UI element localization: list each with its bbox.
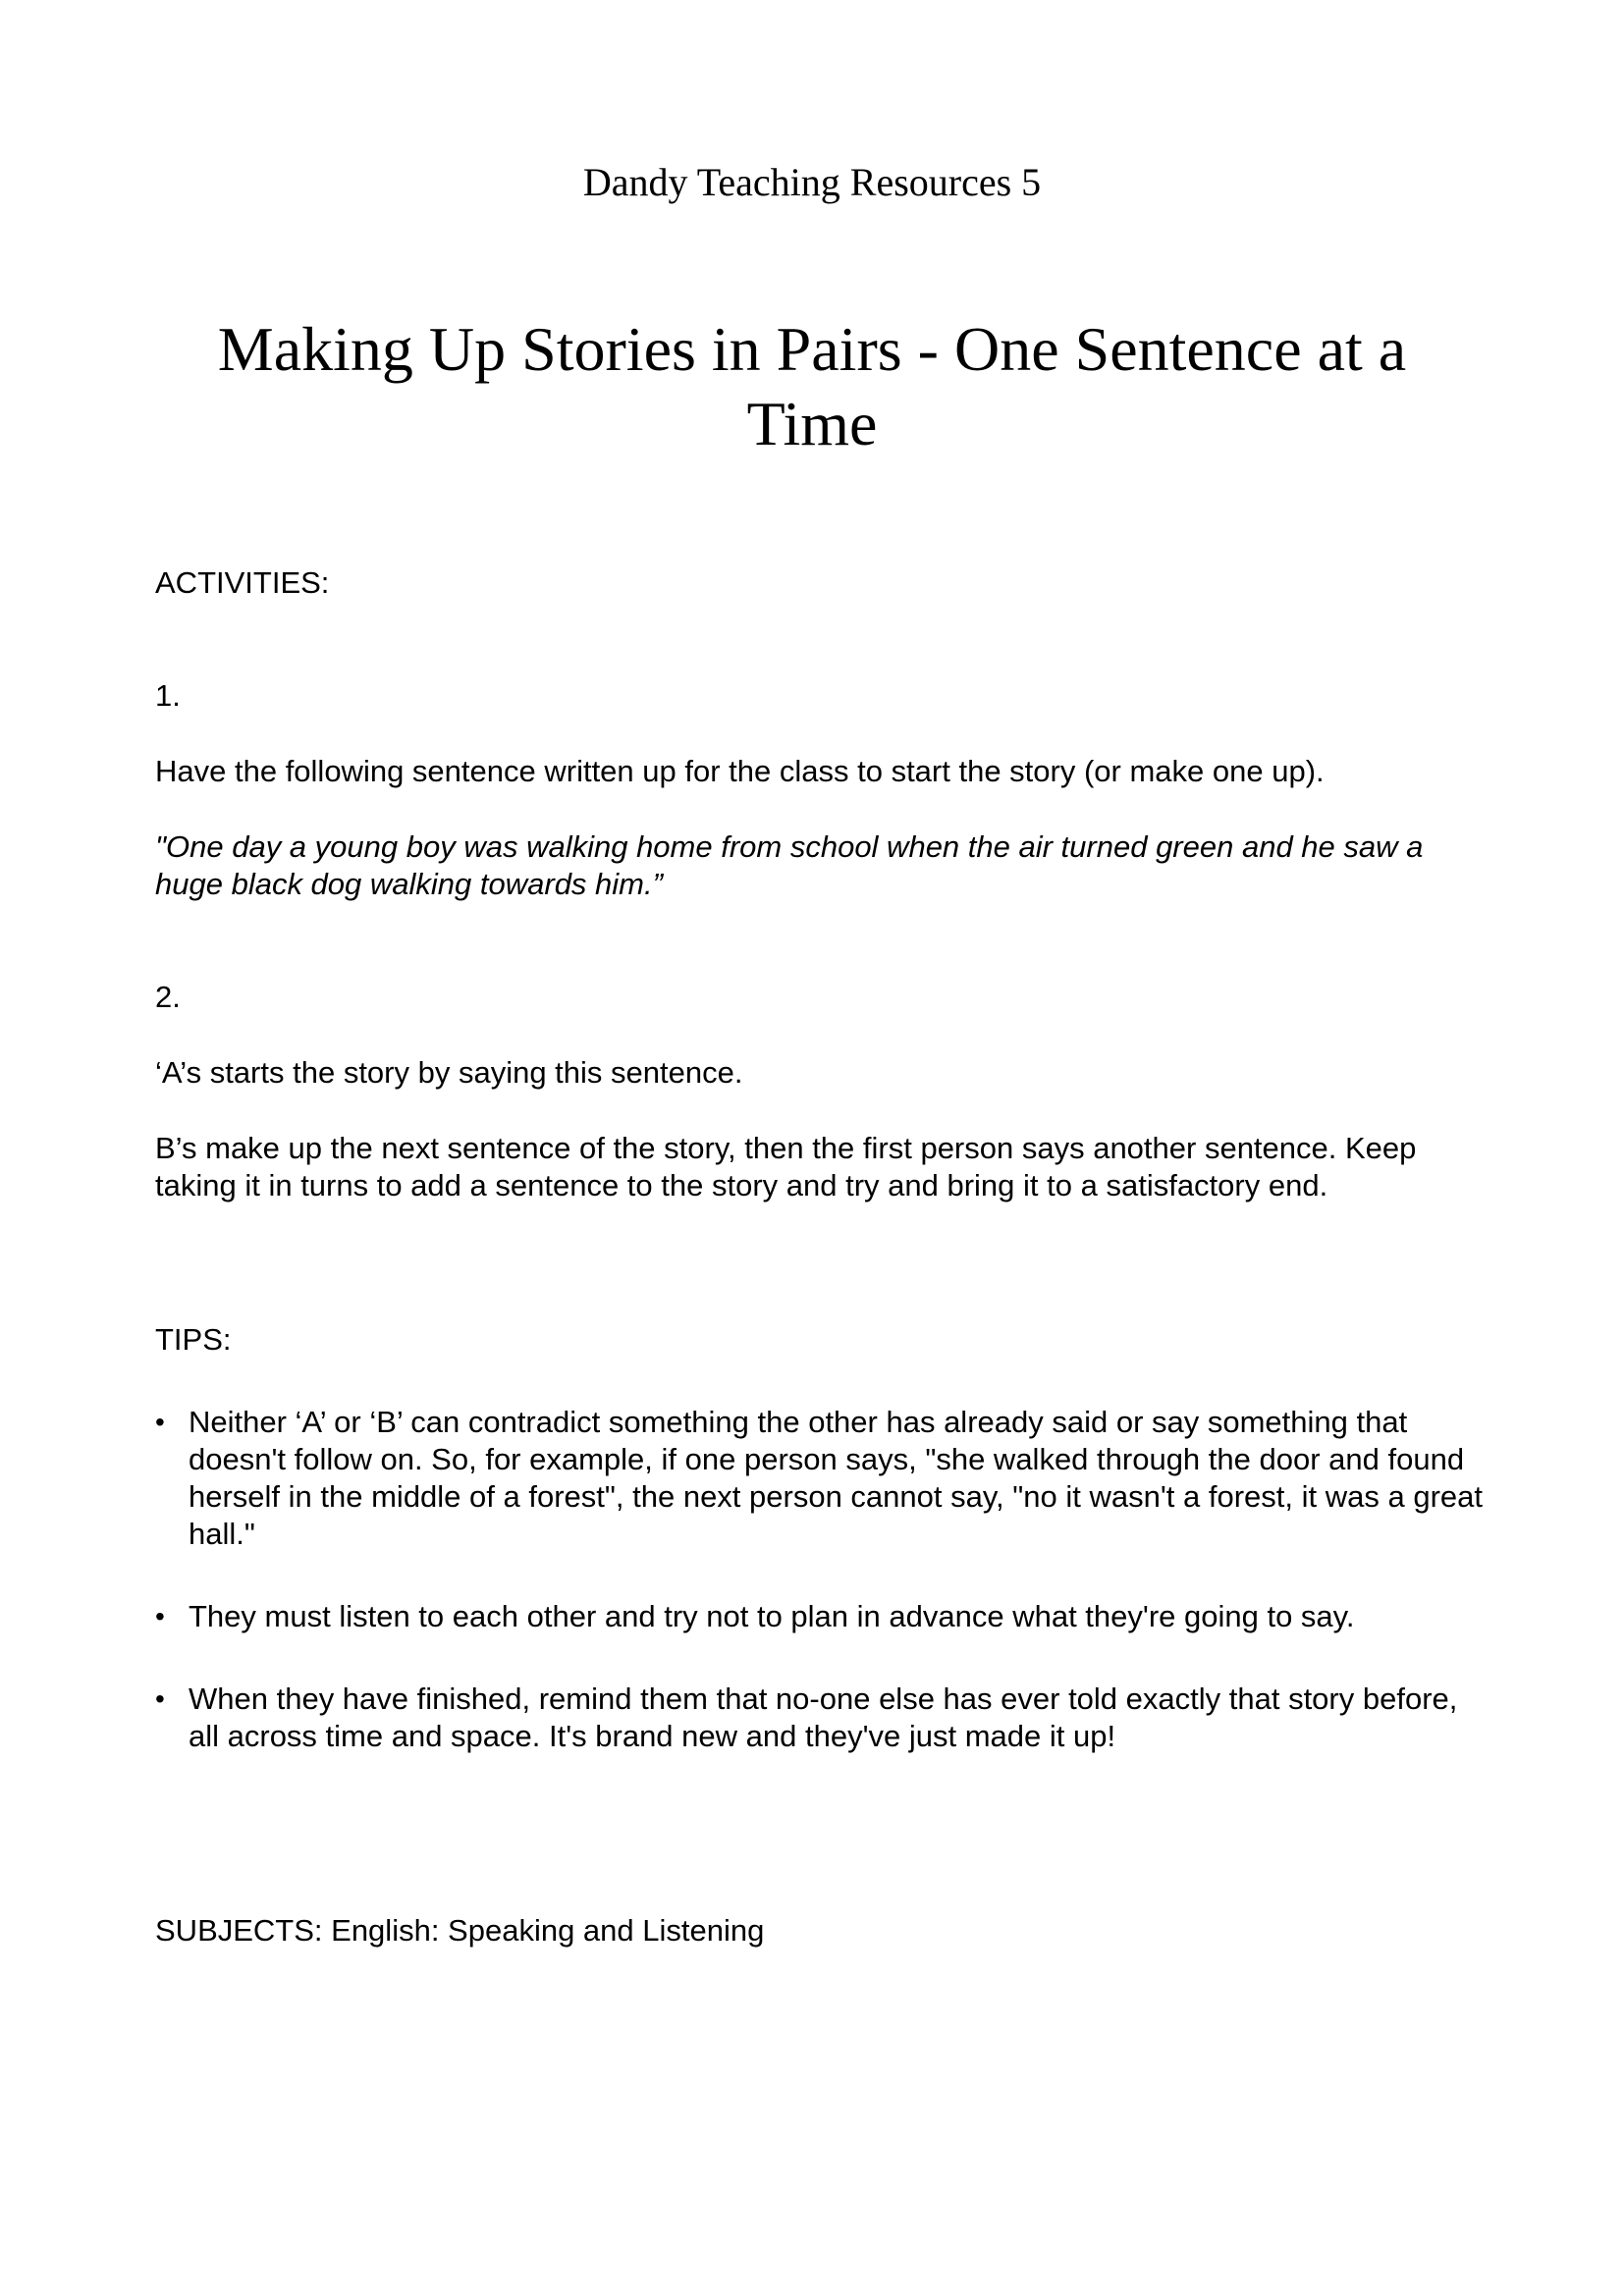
- step-2-line-2: B’s make up the next sentence of the story, then the first person says another sentence. Keep taking it in turns to add a sentence to the story and try and bring it to a satisfactory end.: [155, 1131, 1417, 1202]
- tip-text: When they have finished, remind them that no-one else has ever told exactly that story before, all across time and space. It's brand new and they've just made it up!: [189, 1682, 1458, 1753]
- tip-text: Neither ‘A’ or ‘B’ can contradict something the other has already said or say something that doesn't follow on. So, for example, if one person says, "she walked through the door and found herself in the middle of a forest", the next person cannot say, "no it wasn't a forest, it was a great hall.": [189, 1405, 1483, 1551]
- activities-heading: ACTIVITIES:: [155, 565, 330, 600]
- page-title: Making Up Stories in Pairs - One Sentence at a Time: [217, 314, 1407, 458]
- subjects-line: SUBJECTS: English: Speaking and Listening: [155, 1913, 765, 1948]
- step-2-line-1: ‘A’s starts the story by saying this sentence.: [155, 1055, 743, 1090]
- resource-header: Dandy Teaching Resources 5: [582, 160, 1042, 204]
- step-2-number: 2.: [155, 980, 181, 1014]
- bullet-icon: •: [155, 1683, 165, 1714]
- step-1-instruction: Have the following sentence written up for the class to start the story (or make one up).: [155, 754, 1325, 788]
- bullet-icon: •: [155, 1601, 165, 1631]
- tip-text: They must listen to each other and try not to plan in advance what they're going to say.: [189, 1599, 1355, 1633]
- bullet-icon: •: [155, 1407, 165, 1437]
- step-1-quote: "One day a young boy was walking home from school when the air turned green and he saw a huge black dog walking towards him.”: [155, 829, 1424, 901]
- step-1-number: 1.: [155, 678, 181, 713]
- tips-heading: TIPS:: [155, 1322, 232, 1357]
